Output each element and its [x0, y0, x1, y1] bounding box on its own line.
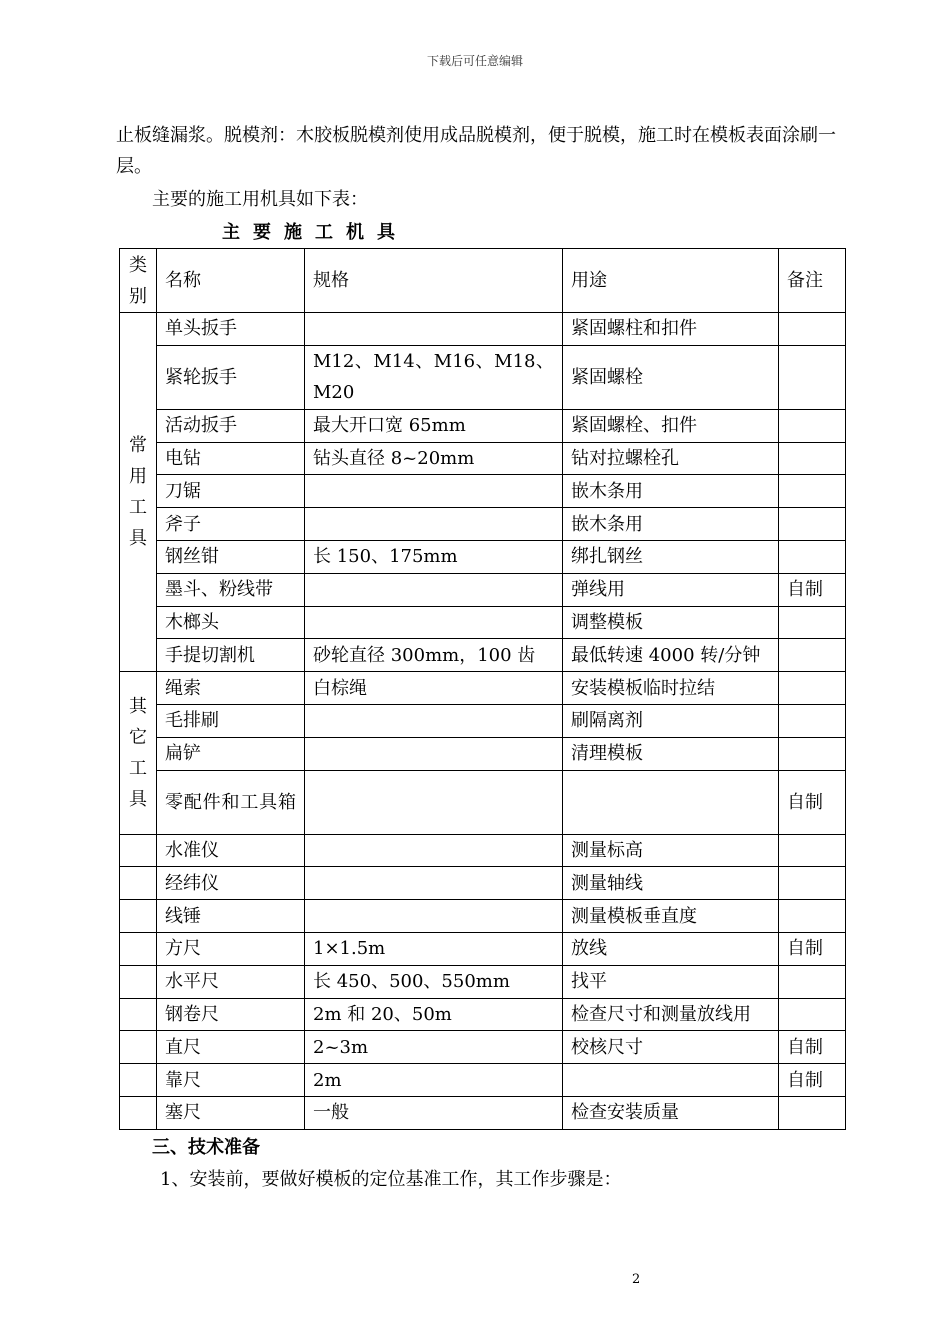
cell-note [779, 672, 846, 705]
cell-name: 钢卷尺 [157, 998, 305, 1031]
cell-use: 紧固螺柱和扣件 [563, 313, 779, 346]
table-row [120, 540, 846, 573]
cell-spec: 2~3m [305, 1031, 563, 1064]
cell-name: 方尺 [157, 932, 305, 965]
table-row [120, 508, 846, 541]
cell-note: 自制 [779, 573, 846, 606]
cell-spec: 2m 和 20、50m [305, 998, 563, 1031]
header-use: 用途 [563, 249, 779, 313]
cell-use: 弹线用 [563, 573, 779, 606]
table-row [120, 965, 846, 998]
cell-spec: 一般 [305, 1096, 563, 1129]
cell-use: 清理模板 [563, 737, 779, 770]
table-row [120, 639, 846, 672]
cell-use: 检查尺寸和测量放线用 [563, 998, 779, 1031]
table-row [120, 998, 846, 1031]
cell-name: 斧子 [157, 508, 305, 541]
cell-note [779, 834, 846, 867]
cell-note: 自制 [779, 932, 846, 965]
header-spec: 规格 [305, 249, 563, 313]
cell-use: 放线 [563, 932, 779, 965]
cell-category-empty [120, 900, 157, 933]
cell-spec [305, 770, 563, 834]
cell-use: 紧固螺栓 [563, 345, 779, 409]
header-category: 类别 [120, 249, 157, 313]
cell-spec: 1×1.5m [305, 932, 563, 965]
cell-use: 嵌木条用 [563, 475, 779, 508]
cell-spec [305, 834, 563, 867]
table-row [120, 442, 846, 475]
table-row [120, 1064, 846, 1097]
cell-use: 测量标高 [563, 834, 779, 867]
paragraph-tools-intro: 主要的施工用机具如下表： [152, 189, 368, 210]
cell-note [779, 606, 846, 639]
page-header: 下载后可任意编辑 [426, 54, 523, 68]
cell-spec: 2m [305, 1064, 563, 1097]
cell-category-empty [120, 834, 157, 867]
cell-use: 测量模板垂直度 [563, 900, 779, 933]
cell-use: 嵌木条用 [563, 508, 779, 541]
paragraph-release-agent: 止板缝漏浆。脱模剂：木胶板脱模剂使用成品脱模剂，便于脱模，施工时在模板表面涂刷一层。 [116, 125, 836, 177]
group-other-tools: 其它工具 [120, 672, 157, 834]
cell-category-empty [120, 932, 157, 965]
cell-name: 活动扳手 [157, 409, 305, 442]
cell-note [779, 737, 846, 770]
cell-use: 测量轴线 [563, 867, 779, 900]
header-note: 备注 [779, 249, 846, 313]
cell-spec [305, 508, 563, 541]
paragraph-install-step-1: 1、安装前，要做好模板的定位基准工作，其工作步骤是： [160, 1169, 622, 1190]
table-row [120, 313, 846, 346]
cell-category-empty [120, 1064, 157, 1097]
table-row [120, 834, 846, 867]
table-row [120, 1031, 846, 1064]
cell-spec: 长 450、500、550mm [305, 965, 563, 998]
table-row [120, 672, 846, 705]
cell-category-empty [120, 1096, 157, 1129]
cell-spec [305, 867, 563, 900]
table-row [120, 1096, 846, 1129]
cell-spec [305, 313, 563, 346]
table-row [120, 770, 846, 834]
cell-spec [305, 900, 563, 933]
cell-name: 单头扳手 [157, 313, 305, 346]
cell-spec [305, 606, 563, 639]
cell-note [779, 508, 846, 541]
cell-name: 零配件和工具箱 [157, 770, 305, 834]
cell-spec: 白棕绳 [305, 672, 563, 705]
cell-use: 找平 [563, 965, 779, 998]
cell-spec: M12、M14、M16、M18、M20 [305, 345, 563, 409]
table-row [120, 606, 846, 639]
cell-use: 刷隔离剂 [563, 704, 779, 737]
table-row [120, 867, 846, 900]
cell-name: 靠尺 [157, 1064, 305, 1097]
cell-note [779, 965, 846, 998]
cell-name: 线锤 [157, 900, 305, 933]
cell-note [779, 867, 846, 900]
cell-use: 绑扎钢丝 [563, 540, 779, 573]
cell-name: 手提切割机 [157, 639, 305, 672]
cell-name: 毛排刷 [157, 704, 305, 737]
table-row [120, 704, 846, 737]
table-header-row [120, 249, 846, 313]
cell-spec: 砂轮直径 300mm，100 齿 [305, 639, 563, 672]
table-title: 主要施工机具 [222, 222, 408, 243]
table-row [120, 409, 846, 442]
table-row [120, 737, 846, 770]
cell-name: 墨斗、粉线带 [157, 573, 305, 606]
cell-name: 紧轮扳手 [157, 345, 305, 409]
cell-spec: 钻头直径 8~20mm [305, 442, 563, 475]
table-row [120, 345, 846, 409]
cell-spec: 长 150、175mm [305, 540, 563, 573]
cell-note: 自制 [779, 770, 846, 834]
cell-use: 检查安装质量 [563, 1096, 779, 1129]
cell-spec [305, 704, 563, 737]
cell-name: 经纬仪 [157, 867, 305, 900]
cell-note [779, 704, 846, 737]
cell-name: 刀锯 [157, 475, 305, 508]
cell-note [779, 998, 846, 1031]
cell-note [779, 1096, 846, 1129]
cell-note [779, 475, 846, 508]
table-row [120, 900, 846, 933]
cell-spec [305, 573, 563, 606]
cell-use [563, 770, 779, 834]
cell-note [779, 900, 846, 933]
section-heading-tech-prep: 三、技术准备 [152, 1137, 260, 1158]
cell-category-empty [120, 1031, 157, 1064]
cell-spec: 最大开口宽 65mm [305, 409, 563, 442]
table-row [120, 573, 846, 606]
cell-use: 校核尺寸 [563, 1031, 779, 1064]
cell-name: 水准仪 [157, 834, 305, 867]
cell-use [563, 1064, 779, 1097]
cell-use: 安装模板临时拉结 [563, 672, 779, 705]
page-number: 2 [632, 1272, 641, 1287]
cell-name: 扁铲 [157, 737, 305, 770]
cell-spec [305, 737, 563, 770]
cell-use: 钻对拉螺栓孔 [563, 442, 779, 475]
table-row [120, 932, 846, 965]
cell-note [779, 345, 846, 409]
cell-use: 调整模板 [563, 606, 779, 639]
cell-name: 塞尺 [157, 1096, 305, 1129]
cell-name: 直尺 [157, 1031, 305, 1064]
cell-note: 自制 [779, 1031, 846, 1064]
cell-name: 电钻 [157, 442, 305, 475]
cell-use: 紧固螺栓、扣件 [563, 409, 779, 442]
cell-note [779, 313, 846, 346]
cell-category-empty [120, 998, 157, 1031]
cell-note [779, 540, 846, 573]
cell-name: 钢丝钳 [157, 540, 305, 573]
cell-note [779, 442, 846, 475]
tools-table [119, 248, 846, 1130]
cell-note [779, 639, 846, 672]
group-common-tools: 常用工具 [120, 313, 157, 672]
cell-category-empty [120, 867, 157, 900]
cell-name: 水平尺 [157, 965, 305, 998]
cell-note [779, 409, 846, 442]
cell-spec [305, 475, 563, 508]
cell-use: 最低转速 4000 转/分钟 [563, 639, 779, 672]
cell-name: 木榔头 [157, 606, 305, 639]
header-name: 名称 [157, 249, 305, 313]
cell-note: 自制 [779, 1064, 846, 1097]
table-row [120, 475, 846, 508]
cell-name: 绳索 [157, 672, 305, 705]
cell-category-empty [120, 965, 157, 998]
